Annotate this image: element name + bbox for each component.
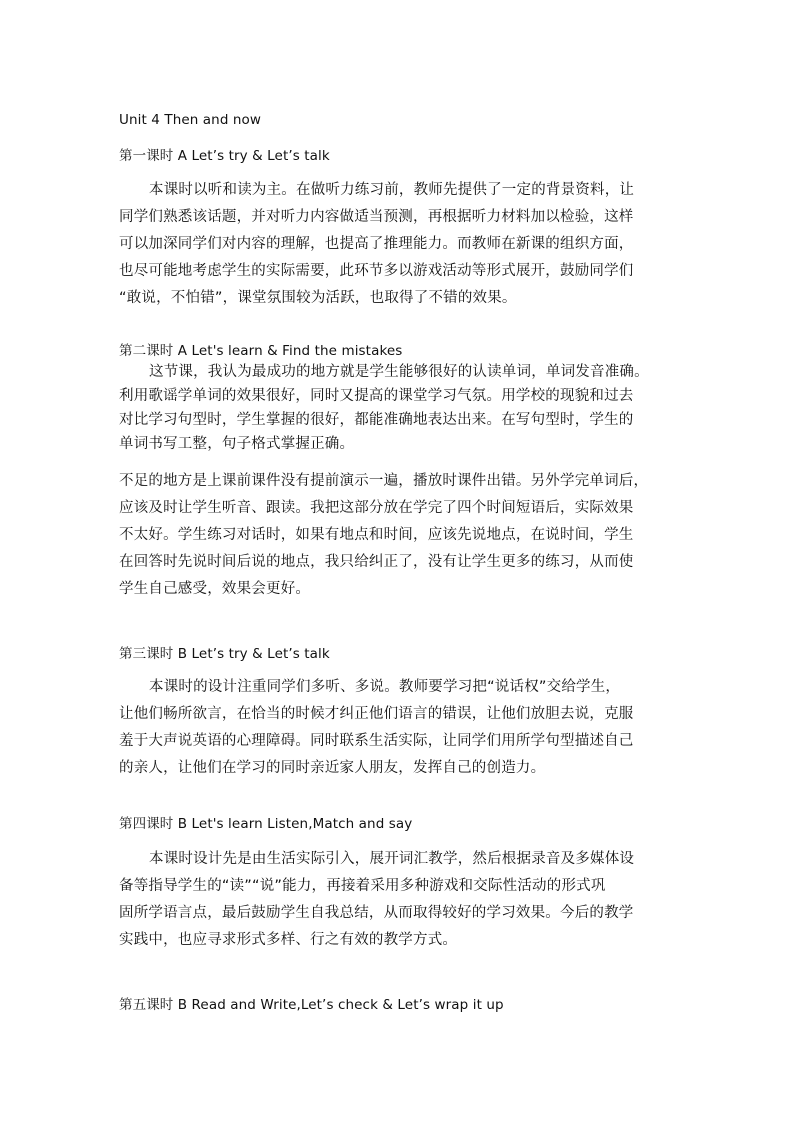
paragraph-line: 同学们熟悉该话题，并对听力内容做适当预测，再根据听力材料加以检验，这样 — [119, 209, 634, 225]
section-heading-5: 第五课时 B Read and Write,Let’s check & Let’s wrap it up — [119, 997, 504, 1013]
paragraph-line: 羞于大声说英语的心理障碍。同时联系生活实际，让同学们用所学句型描述自己 — [119, 733, 634, 749]
paragraph-line: 备等指导学生的“读”“说”能力，再接着采用多种游戏和交际性活动的形式巩 — [119, 878, 606, 894]
paragraph-line: 也尽可能地考虑学生的实际需要，此环节多以游戏活动等形式展开，鼓励同学们 — [119, 263, 634, 279]
paragraph-line: 这节课，我认为最成功的地方就是学生能够很好的认读单词，单词发音准确。 — [149, 364, 649, 380]
document-title: Unit 4 Then and now — [119, 112, 262, 128]
paragraph-line: 本课时的设计注重同学们多听、多说。教师要学习把“说话权”交给学生， — [149, 679, 621, 695]
section-heading-1: 第一课时 A Let’s try & Let’s talk — [119, 148, 330, 164]
paragraph-line: 本课时以听和读为主。在做听力练习前，教师先提供了一定的背景资料，让 — [149, 182, 635, 198]
section-2-paragraph-2 — [119, 468, 679, 603]
section-2-paragraph-1 — [119, 360, 679, 456]
paragraph-line: 单词书写工整，句子格式掌握正确。 — [119, 436, 355, 452]
paragraph-line: 实践中，也应寻求形式多样、行之有效的教学方式。 — [119, 932, 458, 948]
section-heading-4: 第四课时 B Let's learn Listen,Match and say — [119, 816, 413, 832]
paragraph-line: 学生自己感受，效果会更好。 — [119, 581, 311, 597]
paragraph-line: 的亲人，让他们在学习的同时亲近家人朋友，发挥自己的创造力。 — [119, 760, 546, 776]
paragraph-line: 可以加深同学们对内容的理解，也提高了推理能力。而教师在新课的组织方面， — [119, 236, 634, 252]
section-4-paragraph — [119, 846, 679, 954]
paragraph-line: 不足的地方是上课前课件没有提前演示一遍，播放时课件出错。另外学完单词后， — [119, 473, 649, 489]
paragraph-line: 应该及时让学生听音、跟读。我把这部分放在学完了四个时间短语后，实际效果 — [119, 500, 634, 516]
section-1-paragraph — [119, 177, 679, 312]
paragraph-line: 本课时设计先是由生活实际引入，展开词汇教学，然后根据录音及多媒体设 — [149, 851, 635, 867]
section-heading-2: 第二课时 A Let's learn & Find the mistakes — [119, 343, 403, 359]
section-heading-3: 第三课时 B Let’s try & Let’s talk — [119, 646, 330, 662]
paragraph-line: 不太好。学生练习对话时，如果有地点和时间，应该先说地点，在说时间，学生 — [119, 527, 634, 543]
paragraph-line: 对比学习句型时，学生掌握的很好，都能准确地表达出来。在写句型时，学生的 — [119, 412, 634, 428]
paragraph-line: 让他们畅所欲言，在恰当的时候才纠正他们语言的错误，让他们放胆去说，克服 — [119, 706, 634, 722]
section-3-paragraph — [119, 674, 679, 782]
paragraph-line: 利用歌谣学单词的效果很好，同时又提高的课堂学习气氛。用学校的现貌和过去 — [119, 388, 634, 404]
paragraph-line: 在回答时先说时间后说的地点，我只给纠正了，没有让学生更多的练习，从而使 — [119, 554, 634, 570]
paragraph-line: 固所学语言点，最后鼓励学生自我总结，从而取得较好的学习效果。今后的教学 — [119, 905, 634, 921]
paragraph-line: “敢说，不怕错”，课堂氛围较为活跃，也取得了不错的效果。 — [119, 290, 517, 306]
